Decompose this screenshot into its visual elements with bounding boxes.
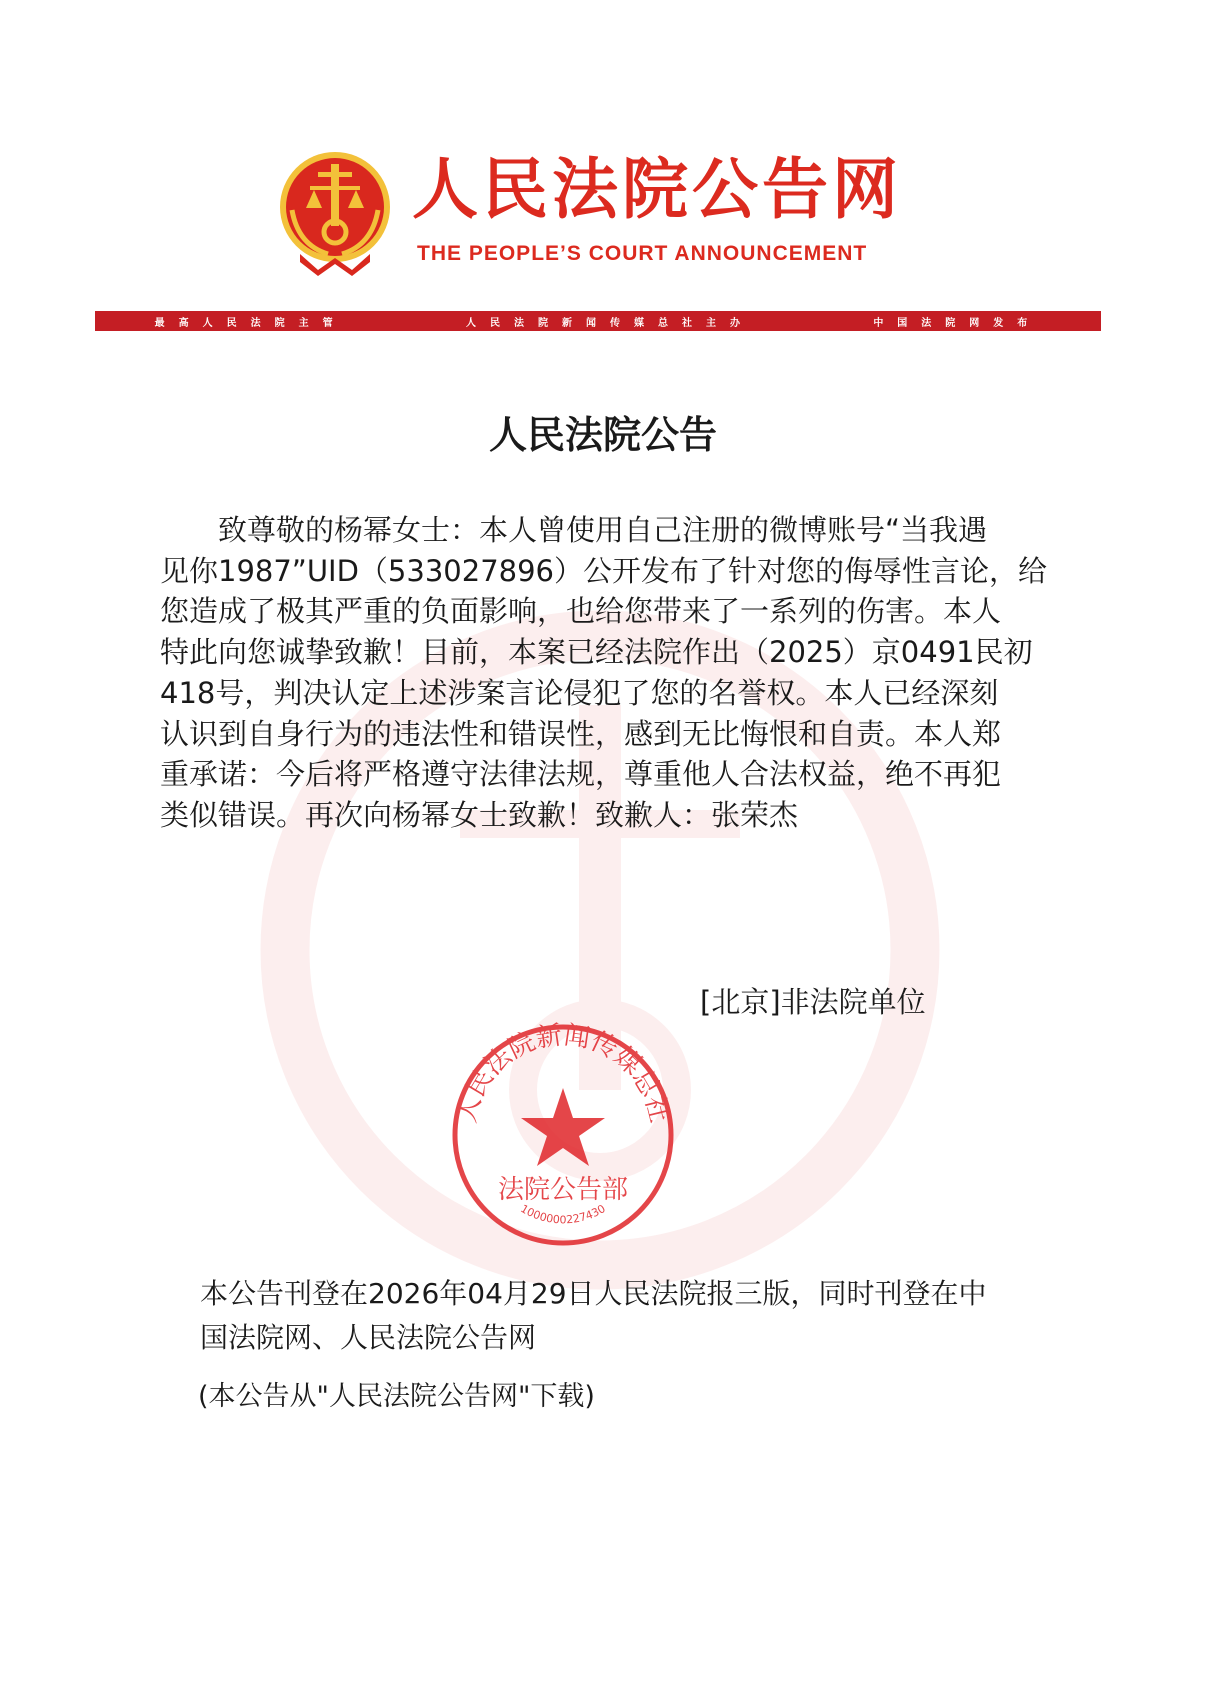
bar-item-publisher: 中国法院网发布	[873, 317, 1042, 329]
svg-text:1000000227430	[518, 1202, 607, 1226]
official-seal	[448, 1020, 678, 1250]
body-line: 特此向您诚挚致歉！目前，本案已经法院作出（2025）京0491民初	[160, 635, 1033, 670]
body-line: 致尊敬的杨幂女士：本人曾使用自己注册的微博账号“当我遇	[160, 513, 988, 547]
publication-line: 本公告刊登在2026年04月29日人民法院报三版，同时刊登在中	[200, 1277, 987, 1310]
court-emblem-logo	[278, 150, 392, 276]
site-title: 人民法院公告网	[412, 151, 902, 228]
notice-title: 人民法院公告	[488, 413, 717, 457]
bar-item-sponsor: 人民法院新闻传媒总社主办	[465, 317, 754, 329]
publication-line: 国法院网、人民法院公告网	[200, 1321, 537, 1354]
body-line: 见你1987”UID（533027896）公开发布了针对您的侮辱性言论，给	[160, 553, 1047, 588]
seal-number: 1000000227430	[518, 1202, 608, 1227]
body-line: 您造成了极其严重的负面影响，也给您带来了一系列的伤害。本人	[160, 594, 1002, 629]
seal-ring-text: 人民法院新闻传媒总社	[452, 1020, 674, 1126]
issuer: [北京]非法院单位	[700, 985, 926, 1019]
publication-note	[200, 1272, 987, 1360]
seal-center-text: 法院公告部	[497, 1175, 629, 1205]
body-line: 认识到自身行为的违法性和错误性，感到无比悔恨和自责。本人郑	[160, 716, 1002, 751]
download-source: (本公告从"人民法院公告网"下载)	[198, 1381, 595, 1412]
body-line: 重承诺：今后将严格遵守法律法规，尊重他人合法权益，绝不再犯	[160, 757, 1002, 792]
notice-body	[160, 510, 1060, 836]
body-line: 418号，判决认定上述涉案言论侵犯了您的名誉权。本人已经深刻	[160, 675, 999, 710]
header-red-bar	[95, 311, 1101, 331]
bar-item-supervisor: 最高人民法院主管	[154, 317, 347, 329]
site-subtitle: THE PEOPLE’S COURT ANNOUNCEMENT	[417, 242, 868, 265]
body-line: 类似错误。再次向杨幂女士致歉！致歉人：张荣杰	[160, 797, 799, 832]
